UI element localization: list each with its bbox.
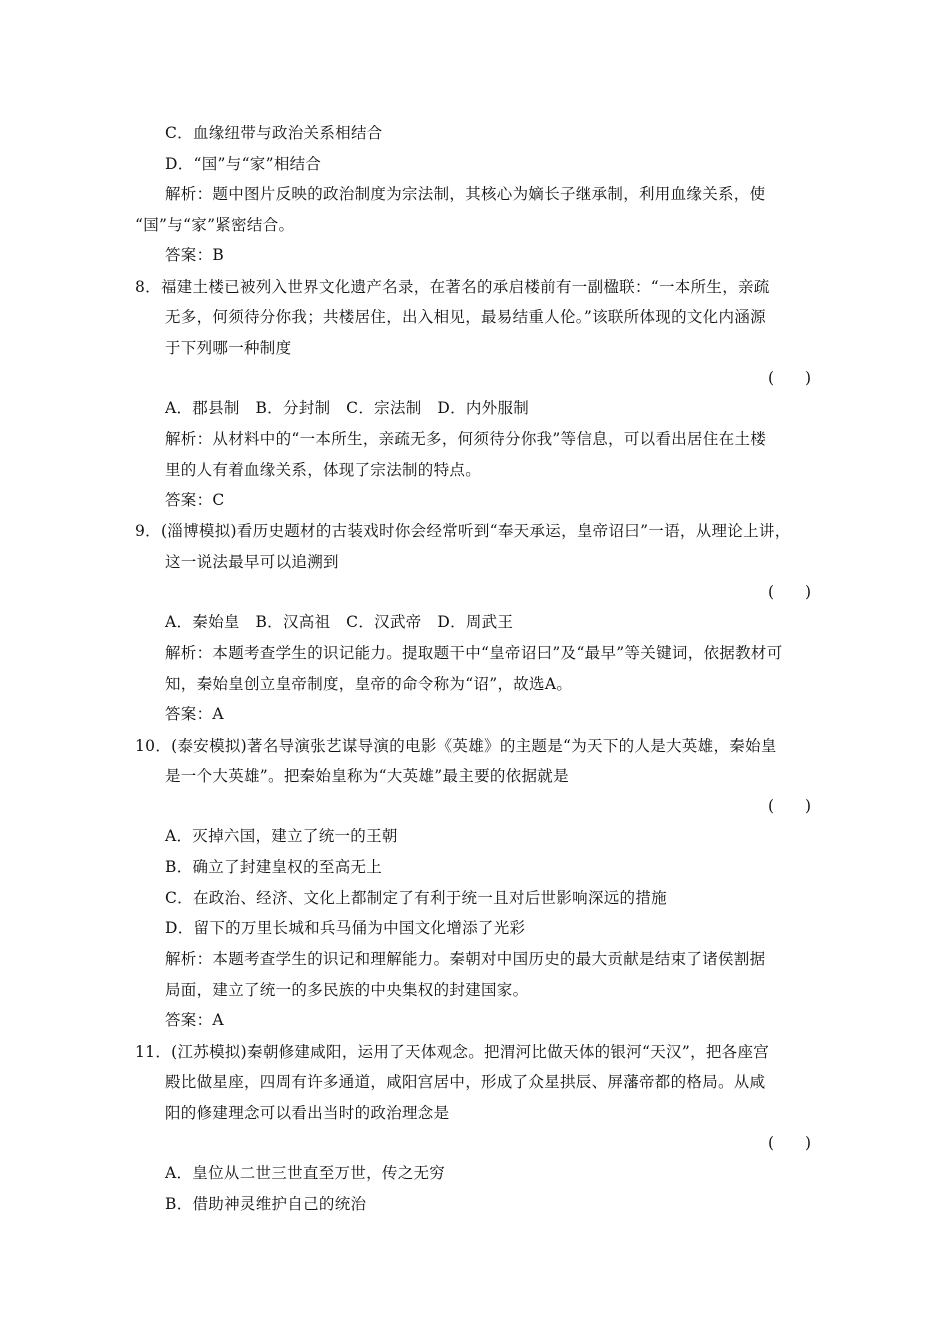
q9-analysis-line-2: 知，秦始皇创立皇帝制度，皇帝的命令称为“诏”，故选A。 [165,675,573,693]
q8-options: A．郡县制 B．分封制 C．宗法制 D．内外服制 [165,399,530,417]
q11-option-b: B．借助神灵维护自己的统治 [165,1195,367,1213]
q11-stem-line-2: 殿比做星座，四周有许多通道，咸阳宫居中，形成了众星拱辰、屏藩帝都的格局。从咸 [165,1073,766,1091]
q8-stem-line-2: 无多，何须待分你我；共楼居住，出入相见，最易结重人伦。”该联所体现的文化内涵源 [165,308,766,326]
q10-option-a: A．灭掉六国，建立了统一的王朝 [165,827,398,845]
q8-analysis-line-1: 解析：从材料中的“一本所生，亲疏无多，何须待分你我”等信息，可以看出居住在土楼 [165,430,767,448]
q10-option-c: C．在政治、经济、文化上都制定了有利于统一且对后世影响深远的措施 [165,889,667,907]
q10-option-d: D．留下的万里长城和兵马俑为中国文化增添了光彩 [165,919,526,937]
q11-answer-bracket: ( ) [768,1134,812,1152]
q9-answer: 答案：A [165,705,224,723]
q7-analysis-line-2: “国”与“家”紧密结合。 [135,216,295,234]
q7-answer: 答案：B [165,246,225,264]
q10-stem-line-2: 是一个大英雄”。把秦始皇称为“大英雄”最主要的依据就是 [165,767,569,785]
q8-stem-line-1: 8．福建土楼已被列入世界文化遗产名录，在著名的承启楼前有一副楹联：“一本所生，亲疏 [135,278,770,296]
q11-option-a: A．皇位从二世三世直至万世，传之无穷 [165,1164,446,1182]
q8-stem-line-3: 于下列哪一种制度 [165,339,292,357]
q9-answer-bracket: ( ) [768,583,812,601]
q9-options: A．秦始皇 B．汉高祖 C．汉武帝 D．周武王 [165,613,514,631]
q8-analysis-line-2: 里的人有着血缘关系，体现了宗法制的特点。 [165,461,482,479]
q7-analysis-line-1: 解析：题中图片反映的政治制度为宗法制，其核心为嫡长子继承制，利用血缘关系，使 [165,185,766,203]
q10-answer: 答案：A [165,1011,224,1029]
q9-analysis-line-1: 解析：本题考查学生的识记能力。提取题干中“皇帝诏曰”及“最早”等关键词，依据教材可 [165,644,783,662]
q11-stem-line-3: 阳的修建理念可以看出当时的政治理念是 [165,1104,450,1122]
q7-option-d: D．“国”与“家”相结合 [165,155,322,173]
q10-answer-bracket: ( ) [768,797,812,815]
q10-analysis-line-1: 解析：本题考查学生的识记和理解能力。秦朝对中国历史的最大贡献是结束了诸侯割据 [165,950,766,968]
q10-option-b: B．确立了封建皇权的至高无上 [165,858,383,876]
q10-stem-line-1: 10．(泰安模拟)著名导演张艺谋导演的电影《英雄》的主题是“为天下的人是大英雄，秦始皇 [135,737,777,755]
q8-answer: 答案：C [165,491,225,509]
q9-stem-line-1: 9．(淄博模拟)看历史题材的古装戏时你会经常听到“奉天承运，皇帝诏曰”一语，从理论上讲， [135,522,791,540]
q10-analysis-line-2: 局面，建立了统一的多民族的中央集权的封建国家。 [165,981,529,999]
q7-option-c: C．血缘纽带与政治关系相结合 [165,124,383,142]
q11-stem-line-1: 11．(江苏模拟)秦朝修建咸阳，运用了天体观念。把渭河比做天体的银河“天汉”，把各座宫 [135,1043,770,1061]
q9-stem-line-2: 这一说法最早可以追溯到 [165,553,339,571]
q8-answer-bracket: ( ) [768,369,812,387]
